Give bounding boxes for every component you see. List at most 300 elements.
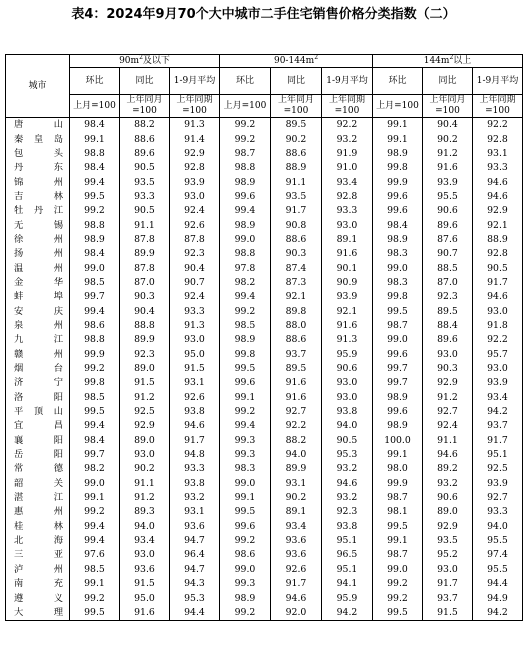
table-row	[6, 606, 523, 621]
city-cell: 秦皇岛	[6, 132, 70, 146]
index-value-cell: 92.1	[271, 290, 322, 304]
index-value-cell: 98.8	[70, 333, 120, 347]
index-value-cell: 91.3	[170, 319, 220, 333]
index-value-cell: 94.6	[473, 290, 523, 304]
index-value-cell: 95.1	[322, 534, 373, 548]
index-value-cell: 91.9	[322, 147, 373, 161]
index-value-cell: 92.1	[322, 304, 373, 318]
index-value-cell: 93.0	[423, 563, 473, 577]
index-value-cell: 90.1	[322, 261, 373, 275]
index-value-cell: 98.8	[220, 161, 271, 175]
table-row	[6, 175, 523, 189]
index-value-cell: 99.4	[70, 534, 120, 548]
sub-header-yoy: 同比	[271, 68, 322, 95]
index-value-cell: 99.2	[220, 534, 271, 548]
index-value-cell: 91.7	[170, 434, 220, 448]
index-value-cell: 99.6	[373, 405, 423, 419]
index-value-cell: 96.4	[170, 548, 220, 562]
index-value-cell: 95.1	[322, 563, 373, 577]
index-value-cell: 94.4	[170, 606, 220, 621]
index-value-cell: 99.7	[373, 376, 423, 390]
index-value-cell: 99.5	[70, 190, 120, 204]
index-value-cell: 89.5	[271, 362, 322, 376]
index-value-cell: 99.4	[70, 175, 120, 189]
index-value-cell: 98.2	[70, 462, 120, 476]
index-value-cell: 94.6	[423, 448, 473, 462]
index-value-cell: 88.9	[271, 161, 322, 175]
index-value-cell: 98.9	[220, 333, 271, 347]
index-value-cell: 99.5	[373, 304, 423, 318]
index-value-cell: 92.6	[271, 563, 322, 577]
index-value-cell: 98.6	[220, 548, 271, 562]
index-value-cell: 90.2	[271, 491, 322, 505]
index-value-cell: 98.1	[373, 505, 423, 519]
table-row	[6, 247, 523, 261]
index-value-cell: 88.2	[120, 118, 170, 133]
index-value-cell: 95.5	[473, 534, 523, 548]
index-value-cell: 92.7	[423, 405, 473, 419]
city-cell: 徐州	[6, 233, 70, 247]
index-value-cell: 87.0	[423, 276, 473, 290]
sub-header-yoy: 同比	[120, 68, 170, 95]
city-cell: 金华	[6, 276, 70, 290]
index-value-cell: 92.6	[170, 391, 220, 405]
index-value-cell: 94.4	[473, 577, 523, 591]
index-value-cell: 91.3	[322, 333, 373, 347]
city-cell: 南充	[6, 577, 70, 591]
index-value-cell: 93.4	[322, 175, 373, 189]
index-value-cell: 92.4	[423, 419, 473, 433]
index-value-cell: 93.2	[322, 132, 373, 146]
group-suffix: 及以下	[142, 55, 170, 66]
index-value-cell: 98.5	[70, 276, 120, 290]
index-value-cell: 91.6	[271, 391, 322, 405]
index-value-cell: 91.4	[170, 132, 220, 146]
table-row	[6, 190, 523, 204]
index-value-cell: 92.8	[473, 132, 523, 146]
base-header-yoy: 上年同月=100	[423, 95, 473, 118]
index-value-cell: 99.5	[373, 606, 423, 621]
index-value-cell: 90.2	[120, 462, 170, 476]
index-value-cell: 93.6	[271, 534, 322, 548]
table-row	[6, 132, 523, 146]
city-cell: 平顶山	[6, 405, 70, 419]
index-value-cell: 92.8	[322, 190, 373, 204]
index-value-cell: 99.3	[220, 434, 271, 448]
city-cell: 无锡	[6, 218, 70, 232]
index-value-cell: 99.6	[373, 190, 423, 204]
index-value-cell: 99.7	[70, 290, 120, 304]
index-value-cell: 93.8	[322, 405, 373, 419]
city-cell: 蚌埠	[6, 290, 70, 304]
city-cell: 大理	[6, 606, 70, 621]
index-value-cell: 93.8	[170, 477, 220, 491]
index-value-cell: 99.4	[220, 419, 271, 433]
index-value-cell: 98.3	[220, 462, 271, 476]
index-value-cell: 99.2	[220, 118, 271, 133]
index-value-cell: 88.8	[120, 319, 170, 333]
index-value-cell: 93.7	[271, 348, 322, 362]
base-header-yoy: 上年同月=100	[271, 95, 322, 118]
index-value-cell: 92.6	[170, 218, 220, 232]
table-title: 表4：2024年9月70个大中城市二手住宅销售价格分类指数（二）	[71, 7, 456, 22]
index-value-cell: 98.7	[220, 147, 271, 161]
index-value-cell: 94.0	[322, 419, 373, 433]
index-value-cell: 99.3	[220, 448, 271, 462]
index-value-cell: 98.8	[220, 247, 271, 261]
index-value-cell: 99.0	[220, 563, 271, 577]
index-value-cell: 99.2	[373, 577, 423, 591]
index-value-cell: 87.3	[271, 276, 322, 290]
index-value-cell: 91.6	[423, 161, 473, 175]
index-value-cell: 92.9	[170, 147, 220, 161]
index-value-cell: 93.0	[322, 391, 373, 405]
index-value-cell: 93.0	[120, 448, 170, 462]
group-label: 90m	[119, 55, 140, 66]
index-value-cell: 90.5	[322, 434, 373, 448]
city-cell: 桂林	[6, 520, 70, 534]
sub-header-yoy: 同比	[423, 68, 473, 95]
group-label: 144m	[423, 55, 450, 66]
group-sup: 2	[139, 54, 143, 61]
city-cell: 锦州	[6, 175, 70, 189]
index-value-cell: 99.5	[70, 405, 120, 419]
table-row	[6, 448, 523, 462]
index-value-cell: 91.6	[322, 247, 373, 261]
city-cell: 常德	[6, 462, 70, 476]
table-row	[6, 534, 523, 548]
index-value-cell: 98.4	[373, 218, 423, 232]
index-value-cell: 89.5	[423, 304, 473, 318]
index-value-cell: 92.7	[271, 405, 322, 419]
index-value-cell: 98.9	[373, 391, 423, 405]
index-value-cell: 93.1	[271, 477, 322, 491]
index-value-cell: 89.0	[120, 362, 170, 376]
table-row	[6, 233, 523, 247]
index-value-cell: 99.0	[373, 261, 423, 275]
city-cell: 宜昌	[6, 419, 70, 433]
index-value-cell: 88.6	[120, 132, 170, 146]
index-value-cell: 99.2	[373, 591, 423, 605]
index-value-cell: 99.4	[70, 304, 120, 318]
index-value-cell: 93.0	[170, 190, 220, 204]
index-value-cell: 99.4	[220, 204, 271, 218]
index-value-cell: 99.6	[220, 190, 271, 204]
table-row	[6, 577, 523, 591]
index-value-cell: 99.4	[70, 520, 120, 534]
index-value-cell: 91.2	[423, 391, 473, 405]
index-value-cell: 98.5	[70, 391, 120, 405]
base-header-mom: 上月=100	[373, 95, 423, 118]
city-cell: 湛江	[6, 491, 70, 505]
index-value-cell: 90.3	[423, 362, 473, 376]
index-value-cell: 99.0	[373, 563, 423, 577]
index-value-cell: 93.9	[473, 477, 523, 491]
index-value-cell: 97.6	[70, 548, 120, 562]
index-value-cell: 92.8	[170, 161, 220, 175]
index-value-cell: 91.2	[423, 147, 473, 161]
index-value-cell: 93.0	[170, 333, 220, 347]
table-row	[6, 147, 523, 161]
index-value-cell: 92.3	[322, 505, 373, 519]
index-value-cell: 90.2	[423, 132, 473, 146]
index-value-cell: 99.2	[70, 505, 120, 519]
index-value-cell: 88.9	[473, 233, 523, 247]
index-value-cell: 93.3	[170, 304, 220, 318]
index-value-cell: 93.8	[170, 405, 220, 419]
index-value-cell: 99.0	[70, 477, 120, 491]
index-value-cell: 91.6	[271, 376, 322, 390]
index-value-cell: 95.0	[120, 591, 170, 605]
index-value-cell: 92.5	[120, 405, 170, 419]
index-value-cell: 92.7	[473, 491, 523, 505]
base-header-row	[6, 95, 523, 118]
table-row	[6, 520, 523, 534]
index-value-cell: 99.0	[220, 477, 271, 491]
index-value-cell: 95.7	[473, 348, 523, 362]
index-value-cell: 97.8	[220, 261, 271, 275]
index-value-cell: 93.1	[170, 505, 220, 519]
index-value-cell: 93.8	[322, 520, 373, 534]
index-value-cell: 99.2	[70, 362, 120, 376]
index-value-cell: 99.2	[220, 606, 271, 621]
index-value-cell: 87.4	[271, 261, 322, 275]
index-value-cell: 89.2	[423, 462, 473, 476]
index-value-cell: 98.4	[70, 434, 120, 448]
index-value-cell: 90.5	[473, 261, 523, 275]
index-value-cell: 91.1	[120, 218, 170, 232]
table-row	[6, 477, 523, 491]
index-value-cell: 95.3	[322, 448, 373, 462]
table-row	[6, 548, 523, 562]
index-value-cell: 89.8	[271, 304, 322, 318]
table-row	[6, 362, 523, 376]
index-value-cell: 92.3	[120, 348, 170, 362]
city-cell: 襄阳	[6, 434, 70, 448]
index-value-cell: 92.5	[473, 462, 523, 476]
table-row	[6, 304, 523, 318]
index-value-cell: 91.2	[120, 491, 170, 505]
index-value-cell: 90.4	[170, 261, 220, 275]
index-value-cell: 99.4	[220, 290, 271, 304]
index-value-cell: 98.4	[70, 247, 120, 261]
base-header-avg: 上年同期=100	[473, 95, 523, 118]
index-value-cell: 93.0	[322, 376, 373, 390]
index-value-cell: 94.2	[322, 606, 373, 621]
index-value-cell: 99.6	[220, 520, 271, 534]
index-value-cell: 91.3	[170, 118, 220, 133]
index-value-cell: 94.6	[271, 591, 322, 605]
index-value-cell: 87.8	[170, 233, 220, 247]
table-row	[6, 204, 523, 218]
index-value-cell: 94.6	[170, 419, 220, 433]
index-value-cell: 98.9	[220, 218, 271, 232]
index-value-cell: 98.9	[220, 591, 271, 605]
table-header	[6, 55, 523, 118]
table-row	[6, 405, 523, 419]
sub-header-row	[6, 68, 523, 95]
table-row	[6, 333, 523, 347]
sub-header-avg: 1-9月平均	[170, 68, 220, 95]
city-cell: 岳阳	[6, 448, 70, 462]
index-value-cell: 99.7	[70, 448, 120, 462]
table-row	[6, 319, 523, 333]
index-value-cell: 91.7	[423, 577, 473, 591]
index-value-cell: 91.7	[473, 434, 523, 448]
index-value-cell: 94.0	[271, 448, 322, 462]
index-value-cell: 99.1	[373, 118, 423, 133]
index-value-cell: 94.8	[170, 448, 220, 462]
index-value-cell: 93.3	[322, 204, 373, 218]
index-value-cell: 92.9	[473, 204, 523, 218]
city-header: 城市	[6, 55, 70, 118]
index-value-cell: 98.3	[373, 247, 423, 261]
index-value-cell: 99.8	[373, 161, 423, 175]
table-row	[6, 391, 523, 405]
index-value-cell: 92.4	[170, 290, 220, 304]
index-value-cell: 90.4	[120, 304, 170, 318]
index-value-cell: 90.6	[322, 362, 373, 376]
index-value-cell: 98.9	[373, 419, 423, 433]
group-sup: 2	[314, 54, 319, 61]
index-value-cell: 93.6	[170, 520, 220, 534]
group-label: 90-144m	[273, 55, 315, 66]
city-cell: 安庆	[6, 304, 70, 318]
index-value-cell: 89.6	[423, 218, 473, 232]
index-value-cell: 93.2	[170, 491, 220, 505]
index-value-cell: 99.5	[70, 606, 120, 621]
index-value-cell: 99.0	[70, 261, 120, 275]
index-value-cell: 94.2	[473, 405, 523, 419]
index-value-cell: 98.9	[373, 233, 423, 247]
index-value-cell: 99.2	[70, 591, 120, 605]
index-value-cell: 92.2	[322, 118, 373, 133]
index-value-cell: 99.1	[220, 491, 271, 505]
index-value-cell: 93.3	[473, 505, 523, 519]
index-value-cell: 98.5	[70, 563, 120, 577]
index-value-cell: 99.2	[220, 132, 271, 146]
index-value-cell: 89.9	[120, 333, 170, 347]
index-value-cell: 88.0	[271, 319, 322, 333]
index-value-cell: 98.4	[70, 161, 120, 175]
index-value-cell: 98.6	[70, 319, 120, 333]
index-value-cell: 94.7	[170, 563, 220, 577]
index-value-cell: 99.9	[70, 348, 120, 362]
index-value-cell: 90.6	[423, 491, 473, 505]
index-value-cell: 92.9	[423, 520, 473, 534]
index-value-cell: 98.9	[373, 147, 423, 161]
index-value-cell: 88.5	[423, 261, 473, 275]
index-value-cell: 98.5	[220, 319, 271, 333]
table-row	[6, 462, 523, 476]
index-value-cell: 91.2	[120, 391, 170, 405]
index-value-cell: 93.2	[322, 491, 373, 505]
index-value-cell: 94.7	[170, 534, 220, 548]
index-value-cell: 93.7	[423, 591, 473, 605]
index-value-cell: 99.2	[220, 405, 271, 419]
index-value-cell: 93.7	[473, 419, 523, 433]
index-value-cell: 99.6	[373, 204, 423, 218]
group-sup: 2	[449, 54, 454, 61]
index-value-cell: 94.9	[473, 591, 523, 605]
index-value-cell: 91.7	[271, 577, 322, 591]
index-value-cell: 93.4	[473, 391, 523, 405]
index-value-cell: 98.7	[373, 491, 423, 505]
index-value-cell: 91.5	[423, 606, 473, 621]
city-cell: 遵义	[6, 591, 70, 605]
sub-header-avg: 1-9月平均	[473, 68, 523, 95]
index-value-cell: 92.0	[271, 606, 322, 621]
index-value-cell: 99.9	[373, 175, 423, 189]
city-cell: 赣州	[6, 348, 70, 362]
index-value-cell: 99.6	[373, 348, 423, 362]
index-value-cell: 90.5	[120, 161, 170, 175]
base-header-yoy: 上年同月=100	[120, 95, 170, 118]
sub-header-avg: 1-9月平均	[322, 68, 373, 95]
base-header-mom: 上月=100	[70, 95, 120, 118]
index-value-cell: 99.1	[70, 491, 120, 505]
index-value-cell: 99.8	[220, 348, 271, 362]
city-cell: 唐山	[6, 118, 70, 133]
index-value-cell: 92.1	[473, 218, 523, 232]
group-header-medium	[220, 55, 373, 68]
index-value-cell: 92.3	[423, 290, 473, 304]
index-value-cell: 95.2	[423, 548, 473, 562]
index-value-cell: 95.0	[170, 348, 220, 362]
index-value-cell: 94.6	[322, 477, 373, 491]
index-value-cell: 88.4	[423, 319, 473, 333]
index-value-cell: 91.1	[423, 434, 473, 448]
index-value-cell: 87.0	[120, 276, 170, 290]
index-value-cell: 94.6	[473, 190, 523, 204]
index-value-cell: 89.9	[120, 247, 170, 261]
table-row	[6, 161, 523, 175]
index-value-cell: 93.6	[120, 563, 170, 577]
index-value-cell: 93.0	[473, 362, 523, 376]
index-value-cell: 99.5	[373, 520, 423, 534]
index-value-cell: 90.2	[271, 132, 322, 146]
index-value-cell: 88.2	[271, 434, 322, 448]
index-value-cell: 90.5	[120, 204, 170, 218]
index-value-cell: 91.5	[120, 376, 170, 390]
index-value-cell: 88.6	[271, 147, 322, 161]
city-cell: 泉州	[6, 319, 70, 333]
city-cell: 吉林	[6, 190, 70, 204]
table-row	[6, 218, 523, 232]
index-value-cell: 98.9	[220, 175, 271, 189]
index-value-cell: 90.7	[170, 276, 220, 290]
index-value-cell: 90.8	[271, 218, 322, 232]
index-value-cell: 92.3	[170, 247, 220, 261]
base-header-avg: 上年同期=100	[322, 95, 373, 118]
city-cell: 泸州	[6, 563, 70, 577]
index-value-cell: 99.5	[220, 362, 271, 376]
index-value-cell: 94.2	[473, 606, 523, 621]
index-value-cell: 94.0	[473, 520, 523, 534]
index-value-cell: 99.3	[220, 577, 271, 591]
table-row	[6, 261, 523, 275]
index-value-cell: 93.3	[473, 161, 523, 175]
sub-header-mom: 环比	[220, 68, 271, 95]
city-cell: 韶关	[6, 477, 70, 491]
index-value-cell: 91.1	[120, 477, 170, 491]
index-value-cell: 90.7	[423, 247, 473, 261]
index-value-cell: 92.9	[423, 376, 473, 390]
table-row	[6, 118, 523, 133]
index-value-cell: 89.6	[423, 333, 473, 347]
table-row	[6, 276, 523, 290]
table-body	[6, 118, 523, 621]
